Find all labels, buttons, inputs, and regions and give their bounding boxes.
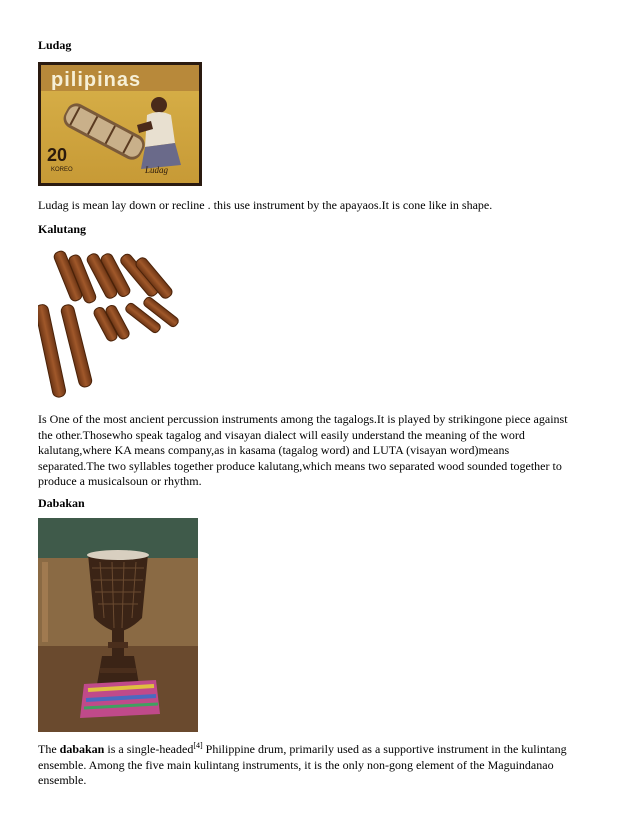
kalutang-line-1: Is One of the most ancient percussion instruments among the tagalogs.It is played by strikingone piece against [38,412,568,426]
dabakan-text-rest: Philippine drum, primarily used as a supportive instrument in the kulintang [202,742,567,756]
dabakan-line-2: ensemble. Among the five main kulintang instruments, it is the only non-gong element of the Maguindanao [38,757,554,772]
dabakan-image [38,518,198,732]
stamp-name: Ludag [145,165,169,175]
kalutang-line-4: separated.The two syllables together produce kalutang,which means two separated wood sounded together to [38,458,562,473]
section-heading-kalutang: Kalutang [38,222,87,236]
stamp-country-word: pilipinas [51,69,142,91]
kalutang-line-5: produce a musicalsoun or rhythm. [38,474,202,489]
ludag-description: Ludag is mean lay down or recline . this use instrument by the apayaos.It is cone like in shape. [38,198,493,212]
footnote-link[interactable]: [4] [193,741,203,750]
section-heading-dabakan: Dabakan [38,496,85,510]
kalutang-line-3: kalutang,where KA means company,as in kasama (tagalog word) and LUTA (visayan word)means [38,443,510,458]
ludag-stamp-image [38,62,202,186]
kalutang-line-2: the other.Thosewho speak tagalog and visayan dialect will easily understand the meaning of the word [38,427,525,442]
section-heading-ludag: Ludag [38,38,72,52]
kalutang-image [38,246,192,400]
kalutang-sticks-illustration [38,246,192,400]
dabakan-drum-illustration [38,518,198,732]
dabakan-text-prefix: The [38,742,60,756]
dabakan-text-mid: is a single-headed [104,742,194,756]
stamp-value: 20 [47,145,68,165]
dabakan-line-3: ensemble. [38,773,87,788]
kalutang-description [38,412,600,490]
stamp-country-label: KOREO [51,167,73,173]
dabakan-term: dabakan [59,742,105,756]
dabakan-description [38,742,600,789]
dabakan-line-1 [38,742,600,758]
